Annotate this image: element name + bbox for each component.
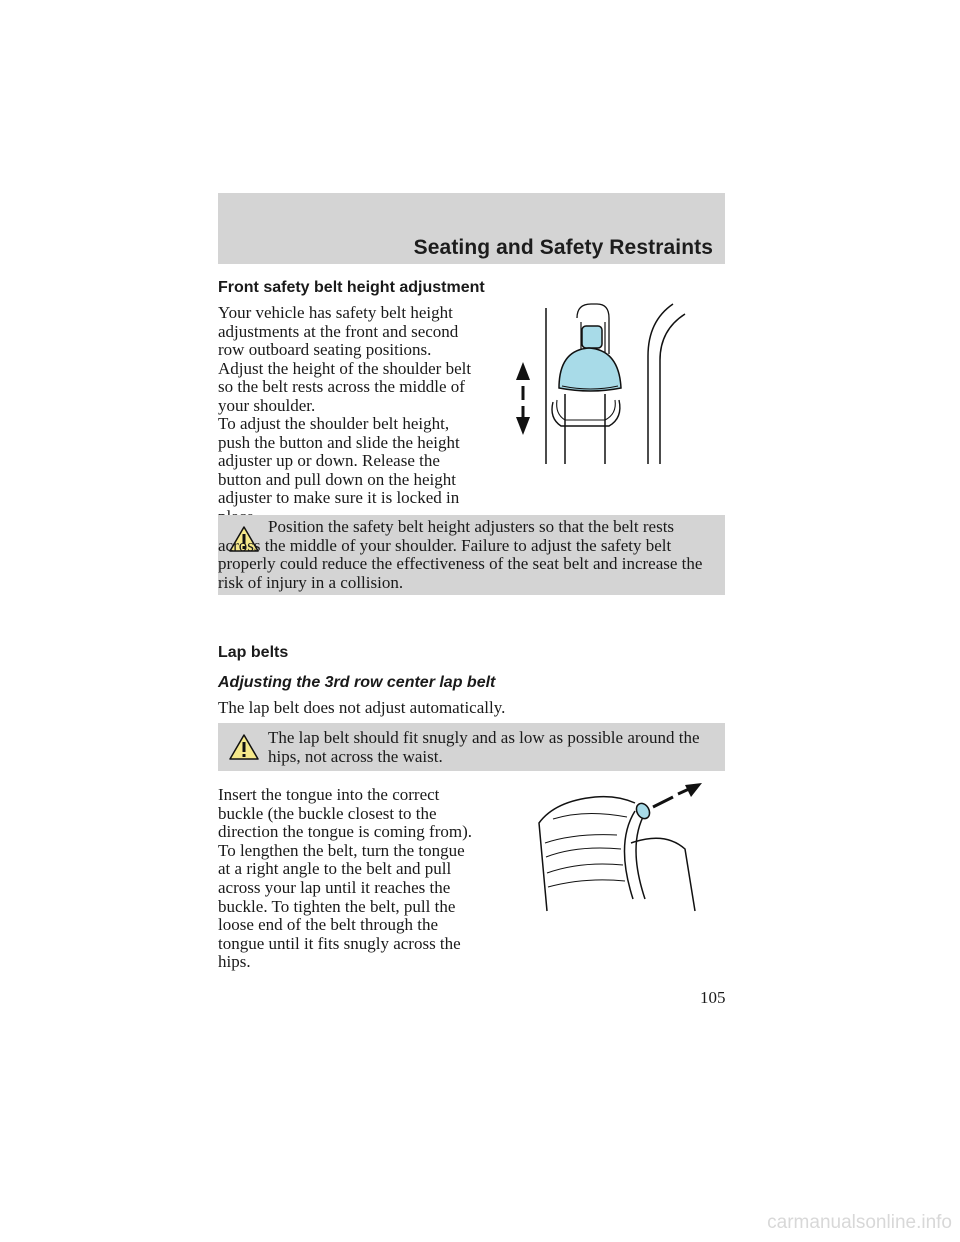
section-header-band xyxy=(218,193,725,264)
warning-box-height xyxy=(218,515,725,595)
paragraph-height-intro: Your vehicle has safety belt height adjustments at the front and second row outboard seating positions. Adjust the height of the shoulder belt so the belt rests across the middle of your shoulder. xyxy=(218,303,472,415)
paragraph-lap-belt-intro: The lap belt does not adjust automatically. xyxy=(218,698,506,717)
paragraph-lap-belt-steps-text: Insert the tongue into the correct buckle (the buckle closest to the direction the tongue is coming from). To lengthen the belt, turn the tongue at a right angle to the belt and pull across your lap until it reaches the buckle. To tighten the belt, pull the loose end of the belt through the tongue until it fits snugly across the hips. xyxy=(218,785,472,972)
pull-direction-arrow-icon xyxy=(653,783,702,807)
warning-icon xyxy=(228,733,260,761)
section-title: Seating and Safety Restraints xyxy=(413,236,713,259)
height-adjuster-illustration xyxy=(505,296,705,468)
heading-height-adjustment: Front safety belt height adjustment xyxy=(218,279,485,296)
lap-belt-illustration xyxy=(535,783,705,915)
heading-lap-belts: Lap belts xyxy=(218,644,289,661)
paragraph-height-steps: To adjust the shoulder belt height, push the button and slide the height adjuster up or down. Release the button and pull down on the height adjuster to make sure it is locked in xyxy=(218,414,460,508)
warning-box-lap-belt xyxy=(218,723,725,771)
up-down-arrow-icon xyxy=(516,362,530,435)
warning-text-lap-belt: The lap belt should fit snugly and as low as possible around the hips, not across the waist. xyxy=(268,728,700,766)
watermark: carmanualsonline.info xyxy=(767,1212,952,1233)
warning-text-height: Position the safety belt height adjusters so that the belt rests across the middle of your shoulder. Failure to adjust the safety belt properly could reduce the effectiveness of the seat belt and increase the risk of injury in a collision. xyxy=(218,517,703,592)
subheading-3rd-row-lap-belt: Adjusting the 3rd row center lap belt xyxy=(218,674,496,691)
page-number: 105 xyxy=(700,988,726,1007)
